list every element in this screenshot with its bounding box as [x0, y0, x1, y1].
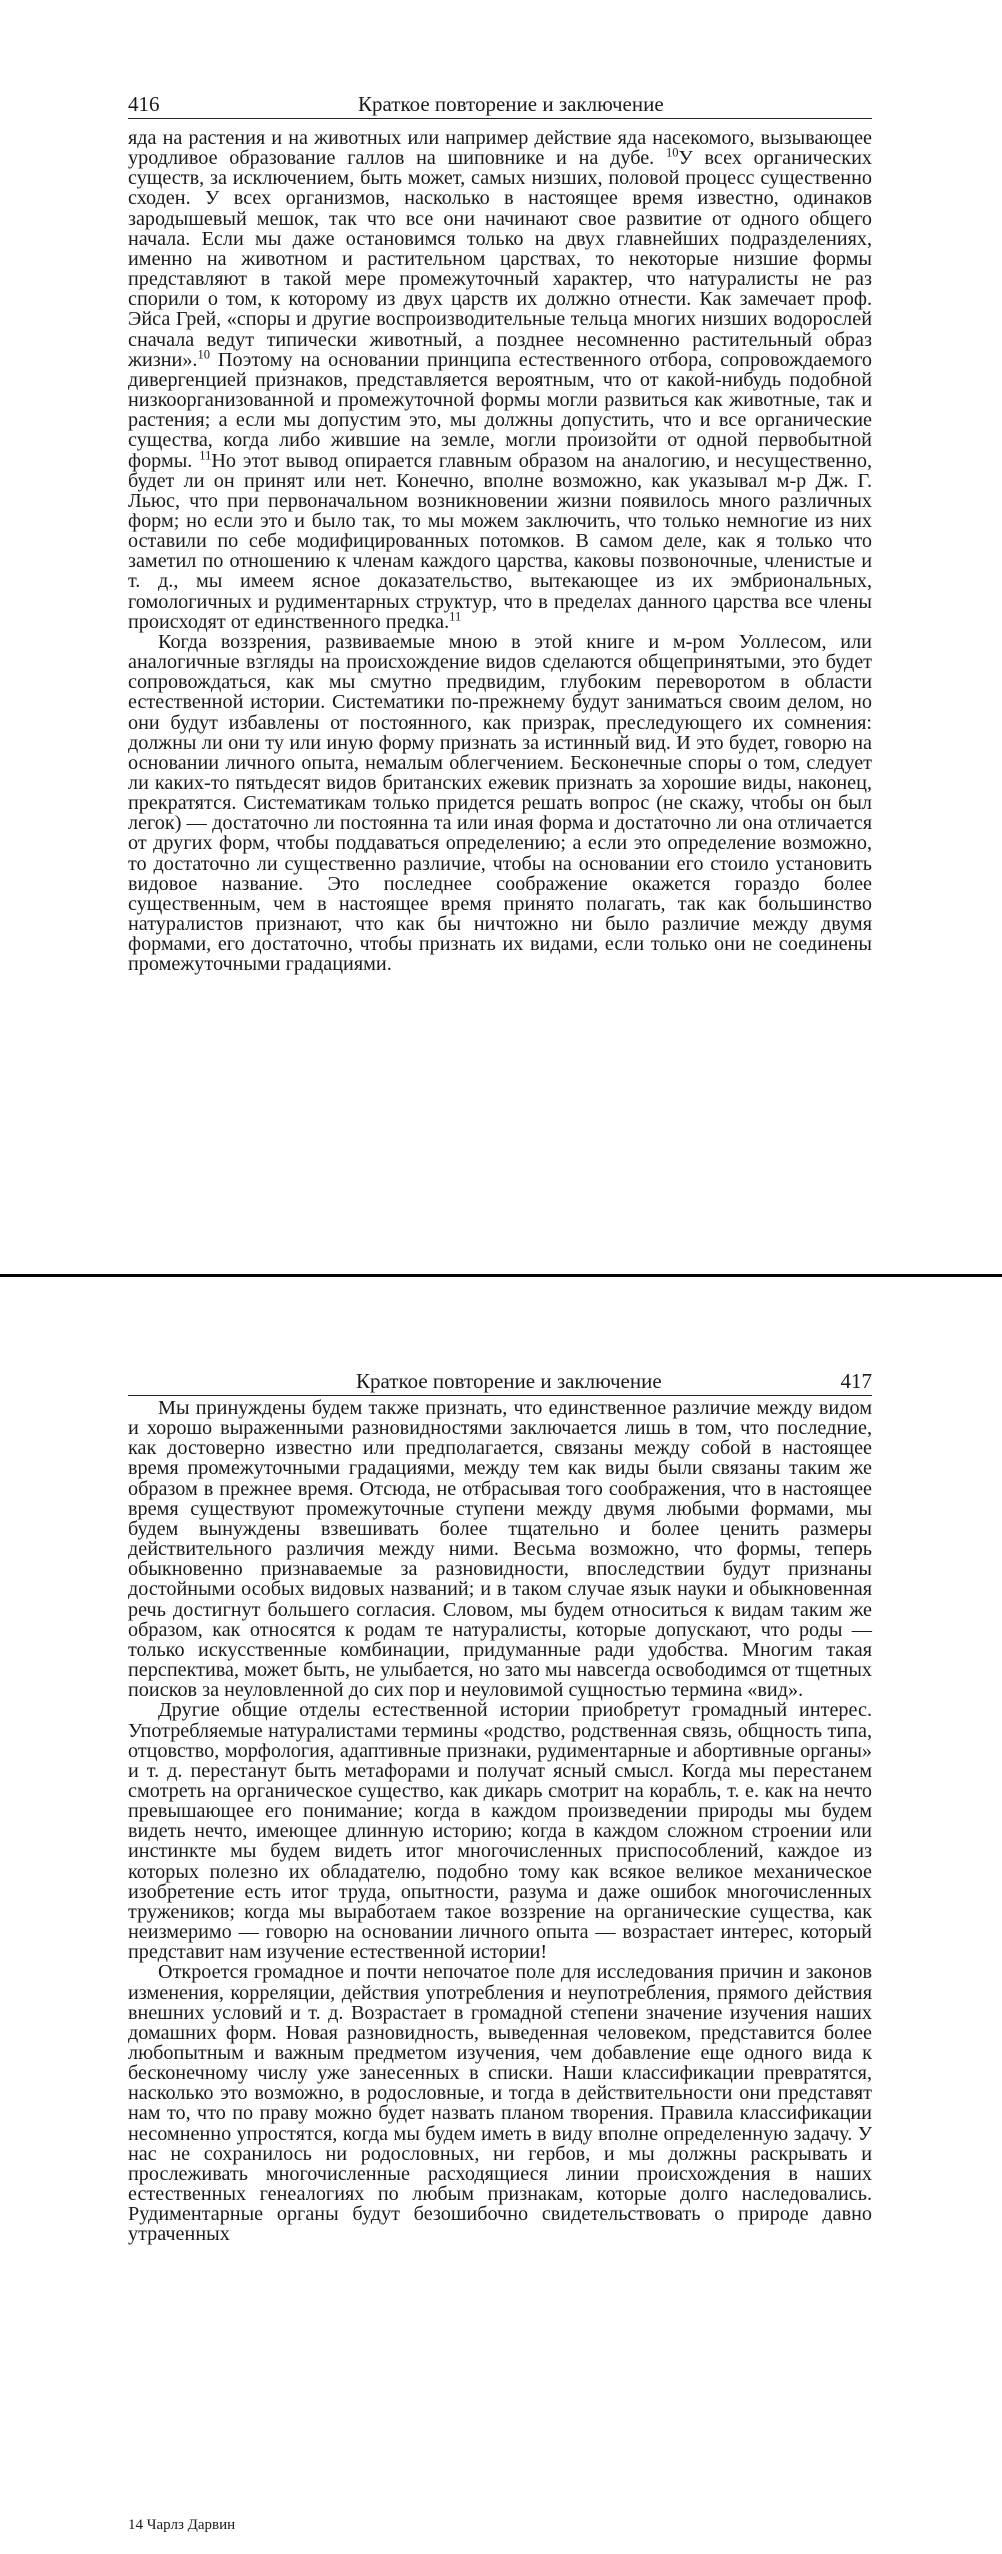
footnote-marker: 10	[197, 346, 210, 361]
page-417	[0, 1277, 1002, 2554]
paragraph	[128, 128, 872, 632]
body-text	[128, 1398, 872, 2245]
paragraph	[128, 1700, 872, 1962]
page-number: 417	[840, 1369, 872, 1393]
signature-footer: 14 Чарлз Дарвин	[128, 2517, 236, 2533]
footnote-marker: 10	[665, 145, 679, 160]
text-run: яда на растения и на животных или например действие яда насекомого, вызывающее уродливое образование галлов на шиповнике и на дубе.	[128, 127, 872, 170]
text-run: У всех органических существ, за исключением, быть может, самых низших, половой процесс существенно сходен. У всех организмов, насколько в настоящее время известно, одинаков зародышевый мешок, так что все они начинают свое развитие от одного общего начала. Если мы даже остановимся только на двух главнейших подразделениях, именно на животном и растительном царствах, то некоторые низшие формы представляют в такой мере промежуточный характер, что натуралисты не раз спорили о том, к которому из двух царств их должно отнести. Как замечает проф. Эйса Грей, «споры и другие воспроизводительные тельца многих низших водорослей сначала ведут типически животный, а позднее несомненно растительный образ жизни».	[128, 147, 872, 371]
text-run: Но этот вывод опирается главным образом на аналогию, и несущественно, будет ли он принят или нет. Конечно, вполне возможно, как указывал м-р Дж. Г. Льюс, что при первоначальном возникновении жизни появилось много различных форм; но если это и было так, то мы можем заключить, что только немногие из них оставили по себе модифицированных потомков. В самом деле, как я только что заметил по отношению к членам каждого царства, каковы позвоночные, членистые и т. д., мы имеем ясное доказательство, вытекающее из их эмбриональных, гомологичных и рудиментарных структур, что в пределах данного царства все члены происходят от единственного предка.	[128, 449, 872, 633]
text-run: Мы принуждены будем также признать, что единственное различие между видом и хорошо выраженными разновидностями заключается лишь в том, что последние, как достоверно известно или предполагается, связаны между собой в настоящее время промежуточными градациями, между тем как виды были связаны таким же образом в прежнее время. Отсюда, не отбрасывая того соображения, что в настоящее время существуют промежуточные ступени между двумя любыми формами, мы будем вынуждены взвешивать более тщательно и более ценить размеры действительного различия между ними. Весьма возможно, что формы, теперь обыкновенно признаваемые за разновидности, впоследствии будут признаны достойными особых видовых названий; и в таком случае язык науки и обыкновенная речь достигнут большего согласия. Словом, мы будем относиться к видам таким же образом, как относятся к родам те натуралисты, которые допускают, что роды — только искусственные комбинации, придуманные ради удобства. Многим такая перспектива, может быть, не улыбается, но зато мы навсегда освободимся от тщетных поисков за неуловленной до сих пор и неуловимой сущностью термина «вид».	[128, 1397, 872, 1702]
text-run: Другие общие отделы естественной истории приобретут громадный интерес. Употребляемые натуралистами термины «родство, родственная связь, общность типа, отцовство, морфология, адаптивные признаки, рудиментарные и абортивные органы» и т. д. перестанут быть метафорами и получат ясный смысл. Когда мы перестанем смотреть на органическое существо, как дикарь смотрит на корабль, т. е. как на нечто превышающее его понимание; когда в каждом произведении природы мы будем видеть нечто, имеющее длинную историю; когда в каждом сложном строении или инстинкте мы будем видеть итог многочисленных приспособлений, каждое из которых полезно их обладателю, подобно тому как всякое великое механическое изобретение есть итог труда, опытности, разума и даже ошибок многочисленных тружеников; когда мы выработаем такое воззрение на органические существа, как неизмеримо — говорю на основании личного опыта — возрастает интерес, который представит нам изучение естественной истории!	[128, 1699, 872, 1964]
footnote-marker: 11	[449, 609, 462, 624]
running-header	[128, 92, 872, 119]
paragraph	[128, 1398, 872, 1700]
text-run: Когда воззрения, развиваемые мною в этой книге и м-ром Уоллесом, или аналогичные взгляды на происхождение видов сделаются общепринятыми, это будет сопровождаться, как мы смутно предвидим, глубоким переворотом в области естественной истории. Систематики по-прежнему будут заниматься своим делом, но они будут избавлены от постоянного, как призрак, преследующего их сомнения: должны ли они ту или иную форму признать за истинный вид. И это будет, говорю на основании личного опыта, немалым облегчением. Бесконечные споры о том, следует ли каких-то пятьдесят видов британских ежевик признать за хорошие виды, наконец, прекратятся. Систематикам только придется решать вопрос (не скажу, чтобы он был легок) — достаточно ли постоянна та или иная форма и достаточно ли она отличается от других форм, чтобы поддаваться определению; а если это определение возможно, то достаточно ли существенно различие, чтобы на основании его стоило установить видовое название. Это последнее соображение окажется гораздо более существенным, чем в настоящее время принято полагать, так как большинство натуралистов признают, что как бы ничтожно ни было различие между двумя формами, его достаточно, чтобы признать их видами, если только они не соединены промежуточными градациями.	[128, 630, 872, 976]
paragraph	[128, 1962, 872, 2244]
page-number: 416	[128, 92, 160, 116]
footnote-marker: 11	[199, 447, 212, 462]
text-run: Поэтому на основании принципа естественного отбора, сопровождаемого дивергенцией признаков, представляется вероятным, что от какой-нибудь подобной низкоорганизованной и промежуточной формы могли развиться как животные, так и растения; а если мы допустим это, мы должны допустить, что и все органические существа, когда либо жившие на земле, могли произойти от одной первобытной формы.	[128, 348, 872, 472]
running-head-title: Краткое повторение и заключение	[358, 92, 664, 116]
running-head-title: Краткое повторение и заключение	[356, 1369, 662, 1393]
body-text	[128, 128, 872, 975]
text-run: Откроется громадное и почти непочатое поле для исследования причин и законов изменения, корреляции, действия употребления и неупотребления, прямого действия внешних условий и т. д. Возрастает в громадной степени значение изучения наших домашних форм. Новая разновидность, выведенная человеком, представится более любопытным и важным предметом изучения, чем добавление еще одного вида к бесконечному числу уже занесенных в списки. Наши классификации превратятся, насколько это возможно, в родословные, и тогда в действительности они представят нам то, что по праву можно будет назвать планом творения. Правила классификации несомненно упростятся, когда мы будем иметь в виду вполне определенную задачу. У нас не сохранилось ни родословных, ни гербов, и мы должны раскрывать и прослеживать многочисленные расходящиеся линии происхождения в наших естественных генеалогиях по любым признакам, которые долго наследовались. Рудиментарные органы будут безошибочно свидетельствовать о природе давно утраченных	[128, 1961, 872, 2246]
paragraph	[128, 632, 872, 975]
running-header	[128, 1369, 872, 1396]
